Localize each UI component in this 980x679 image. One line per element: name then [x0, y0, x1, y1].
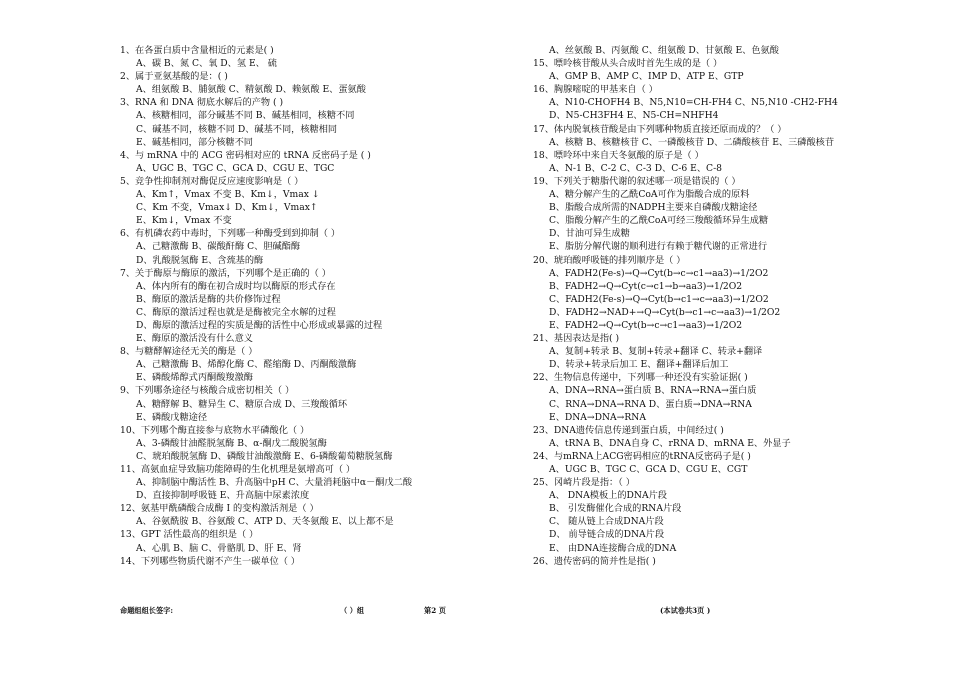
- footer-page-number: 第2 页: [424, 606, 446, 615]
- answer-options: E、磷酸烯醇式丙酮酸羧激酶: [136, 372, 253, 384]
- answer-options: A、丝氨酸 B、丙氨酸 C、组氨酸 D、甘氨酸 E、色氨酸: [549, 45, 779, 56]
- answer-options: A、UGC B、TGC C、GCA D、CGU E、TGC: [136, 162, 335, 174]
- answer-options: D、酶原的激活过程的实质是酶的活性中心形成或暴露的过程: [136, 319, 383, 331]
- question-text: 25、冈崎片段是指：（ ）: [533, 477, 635, 489]
- answer-options: D、N5-CH3FH4 E、N5-CH=NHFH4: [549, 110, 719, 122]
- answer-options: A、核糖 B、核糖核苷 C、一磷酸核苷 D、二磷酸核苷 E、三磷酸核苷: [549, 136, 835, 148]
- answer-options: C、RNA→DNA→RNA D、蛋白质→DNA→RNA: [549, 398, 752, 410]
- answer-options: D、乳酸脱氢酶 E、含巯基的酶: [136, 254, 264, 266]
- answer-options: E、磷酸戊糖途径: [136, 411, 208, 423]
- right-column: [533, 44, 953, 568]
- question-text: 18、嘌呤环中来自天冬氨酸的原子是（ ）: [533, 149, 704, 161]
- answer-options: C、酶原的激活过程也就是是酶被完全水解的过程: [136, 306, 336, 318]
- question-text: 5、竞争性抑制剂对酶促反应速度影响是（ ）: [120, 175, 304, 187]
- question-text: 7、关于酶原与酶原的激活，下列哪个是正确的（ ）: [120, 267, 331, 279]
- question-text: 24、与mRNA上ACG密码相应的tRNA反密码子是( ): [533, 450, 751, 462]
- answer-options: D、FADH2→NAD+→Q→Cyt(b→c1→c→aa3)→1/2O2: [549, 306, 781, 318]
- question-text: 10、下列哪个酶直接参与底物水平磷酸化（ ）: [120, 424, 310, 436]
- answer-options: A、tRNA B、DNA自身 C、rRNA D、mRNA E、外显子: [549, 437, 791, 449]
- answer-options: E、Km↓，Vmax 不变: [136, 215, 232, 227]
- answer-options: A、UGC B、TGC C、GCA D、CGU E、CGT: [549, 464, 748, 475]
- answer-options: A、体内所有的酶在初合成时均以酶原的形式存在: [136, 280, 336, 292]
- question-text: 16、胸腺嘧啶的甲基来自（ ）: [533, 84, 658, 96]
- question-text: 19、下列关于糖脂代谢的叙述哪一项是错误的（ ）: [533, 175, 741, 187]
- answer-options: E、碱基相同，部分核糖不同: [136, 136, 253, 148]
- footer-group-label: （ ）组: [340, 606, 365, 615]
- answer-options: D、直接抑制呼吸链 E、升高脑中尿素浓度: [136, 490, 310, 502]
- answer-options: E、FADH2→Q→Cyt(b→c→c1→aa3)→1/2O2: [549, 319, 743, 331]
- answer-options: A、己糖激酶 B、烯醇化酶 C、醛缩酶 D、丙酮酸激酶: [136, 359, 357, 371]
- question-text: 12、氨基甲酰磷酸合成酶 I 的变构激活剂是（ ）: [120, 503, 319, 515]
- answer-options: E、酶原的激活没有什么意义: [136, 333, 253, 345]
- question-text: 4、与 mRNA 中的 ACG 密码相对应的 tRNA 反密码子是 ( ): [120, 149, 371, 161]
- answer-options: E、 由DNA连接酶合成的DNA: [549, 542, 677, 554]
- answer-options: A、复制+转录 B、复制+转录+翻译 C、转录+翻译: [549, 346, 763, 358]
- answer-options: D、甘油可异生成糖: [549, 228, 630, 240]
- answer-options: A、己糖激酶 B、碳酸酐酶 C、胆碱酯酶: [136, 241, 301, 253]
- footer-total-pages: (本试卷共3页 ): [660, 606, 711, 615]
- answer-options: A、Km↑，Vmax 不变 B、Km↓，Vmax ↓: [136, 189, 320, 201]
- question-text: 23、DNA遗传信息传递到蛋白质，中间经过( ): [533, 424, 724, 436]
- answer-options: D、 前导链合成的DNA片段: [549, 529, 665, 541]
- answer-options: C、碱基不同，核糖不同 D、碱基不同，核糖相同: [136, 123, 338, 135]
- left-column: [120, 44, 540, 568]
- answer-options: B、酶原的激活是酶的共价修饰过程: [136, 293, 281, 305]
- question-text: 13、GPT 活性最高的组织是（ ）: [120, 529, 259, 541]
- question-text: 11、高氨血症导致脑功能障碍的生化机理是氨增高可（ ）: [120, 464, 356, 475]
- footer-signature-label: 命题组组长签字:: [120, 606, 173, 615]
- answer-options: A、3-磷酸甘油醛脱氢酶 B、α-酮戊二酸脱氢酶: [136, 437, 327, 449]
- answer-options: A、 DNA模板上的DNA片段: [549, 490, 667, 502]
- answer-options: A、N10-CHOFH4 B、N5,N10=CH-FH4 C、N5,N10 -CH2-FH4: [549, 97, 838, 109]
- question-text: 14、下列哪些物质代谢不产生一碳单位（ ）: [120, 555, 300, 567]
- question-text: 9、下列哪条途径与核酸合成密切相关（ ）: [120, 385, 295, 397]
- question-text: 26、遗传密码的简并性是指( ): [533, 555, 656, 567]
- answer-options: A、组氨酸 B、脯氨酸 C、精氨酸 D、赖氨酸 E、蛋氨酸: [136, 84, 366, 96]
- answer-options: C、脂酸分解产生的乙酰CoA可经三羧酸循环异生成糖: [549, 215, 769, 227]
- answer-options: C、 随从链上合成DNA片段: [549, 516, 664, 528]
- answer-options: A、FADH2(Fe-s)→Q→Cyt(b→c→c1→aa3)→1/2O2: [549, 267, 769, 279]
- question-text: 21、基因表达是指( ): [533, 333, 620, 345]
- answer-options: A、N-1 B、C-2 C、C-3 D、C-6 E、C-8: [549, 162, 723, 174]
- question-text: 2、属于亚氨基酸的是：( ): [120, 71, 228, 83]
- answer-options: C、FADH2(Fe-s)→Q→Cyt(b→c1→c→aa3)→1/2O2: [549, 293, 769, 305]
- question-text: 15、嘌呤核苷酸从头合成时首先生成的是（ ）: [533, 58, 723, 70]
- answer-options: A、DNA→RNA→蛋白质 B、RNA→RNA→蛋白质: [549, 385, 757, 397]
- question-text: 6、有机磷农药中毒时，下列哪一种酶受到到抑制（ ）: [120, 228, 341, 240]
- question-text: 8、与糖酵解途径无关的酶是（ ）: [120, 346, 258, 358]
- answer-options: A、碳 B、氮 C、氧 D、氢 E、 硫: [136, 58, 277, 70]
- answer-options: A、GMP B、AMP C、IMP D、ATP E、GTP: [549, 71, 744, 83]
- answer-options: C、Km 不变，Vmax↓ D、Km↓，Vmax↑: [136, 202, 318, 214]
- answer-options: D、转录+转录后加工 E、翻译+翻译后加工: [549, 359, 729, 371]
- answer-options: C、琥珀酸脱氢酶 D、磷酸甘油酸激酶 E、6-磷酸葡萄糖脱氢酶: [136, 450, 393, 462]
- answer-options: A、抑制脑中酶活性 B、升高脑中pH C、大量消耗脑中α－酮戊二酸: [136, 477, 413, 489]
- answer-options: B、脂酸合成所需的NADPH主要来自磷酸戊糖途径: [549, 202, 758, 214]
- answer-options: E、DNA→DNA→RNA: [549, 411, 646, 423]
- answer-options: A、核糖相同，部分碱基不同 B、碱基相同，核糖不同: [136, 110, 355, 122]
- answer-options: A、心肌 B、脑 C、骨骼肌 D、肝 E、肾: [136, 542, 302, 554]
- answer-options: B、FADH2→Q→Cyt(c→c1→b→aa3)→1/2O2: [549, 280, 743, 292]
- answer-options: E、脂肪分解代谢的顺利进行有赖于糖代谢的正常进行: [549, 241, 768, 253]
- answer-options: A、谷氨酰胺 B、谷氨酸 C、ATP D、天冬氨酸 E、以上都不是: [136, 516, 394, 528]
- question-text: 1、在各蛋白质中含量相近的元素是( ): [120, 45, 274, 56]
- question-text: 20、琥珀酸呼吸链的排列顺序是（ ）: [533, 254, 686, 266]
- question-text: 22、生物信息传递中，下列哪一种还没有实验证据( ): [533, 372, 748, 384]
- answer-options: B、 引发酶催化合成的RNA片段: [549, 503, 682, 515]
- answer-options: A、糖酵解 B、糖异生 C、糖原合成 D、三羧酸循环: [136, 398, 348, 410]
- question-text: 17、体内脱氧核苷酸是由下列哪种物质直接还原而成的？（ ）: [533, 123, 787, 135]
- question-text: 3、RNA 和 DNA 彻底水解后的产物 ( ): [120, 97, 284, 109]
- answer-options: A、糖分解产生的乙酰CoA可作为脂酸合成的原料: [549, 189, 750, 201]
